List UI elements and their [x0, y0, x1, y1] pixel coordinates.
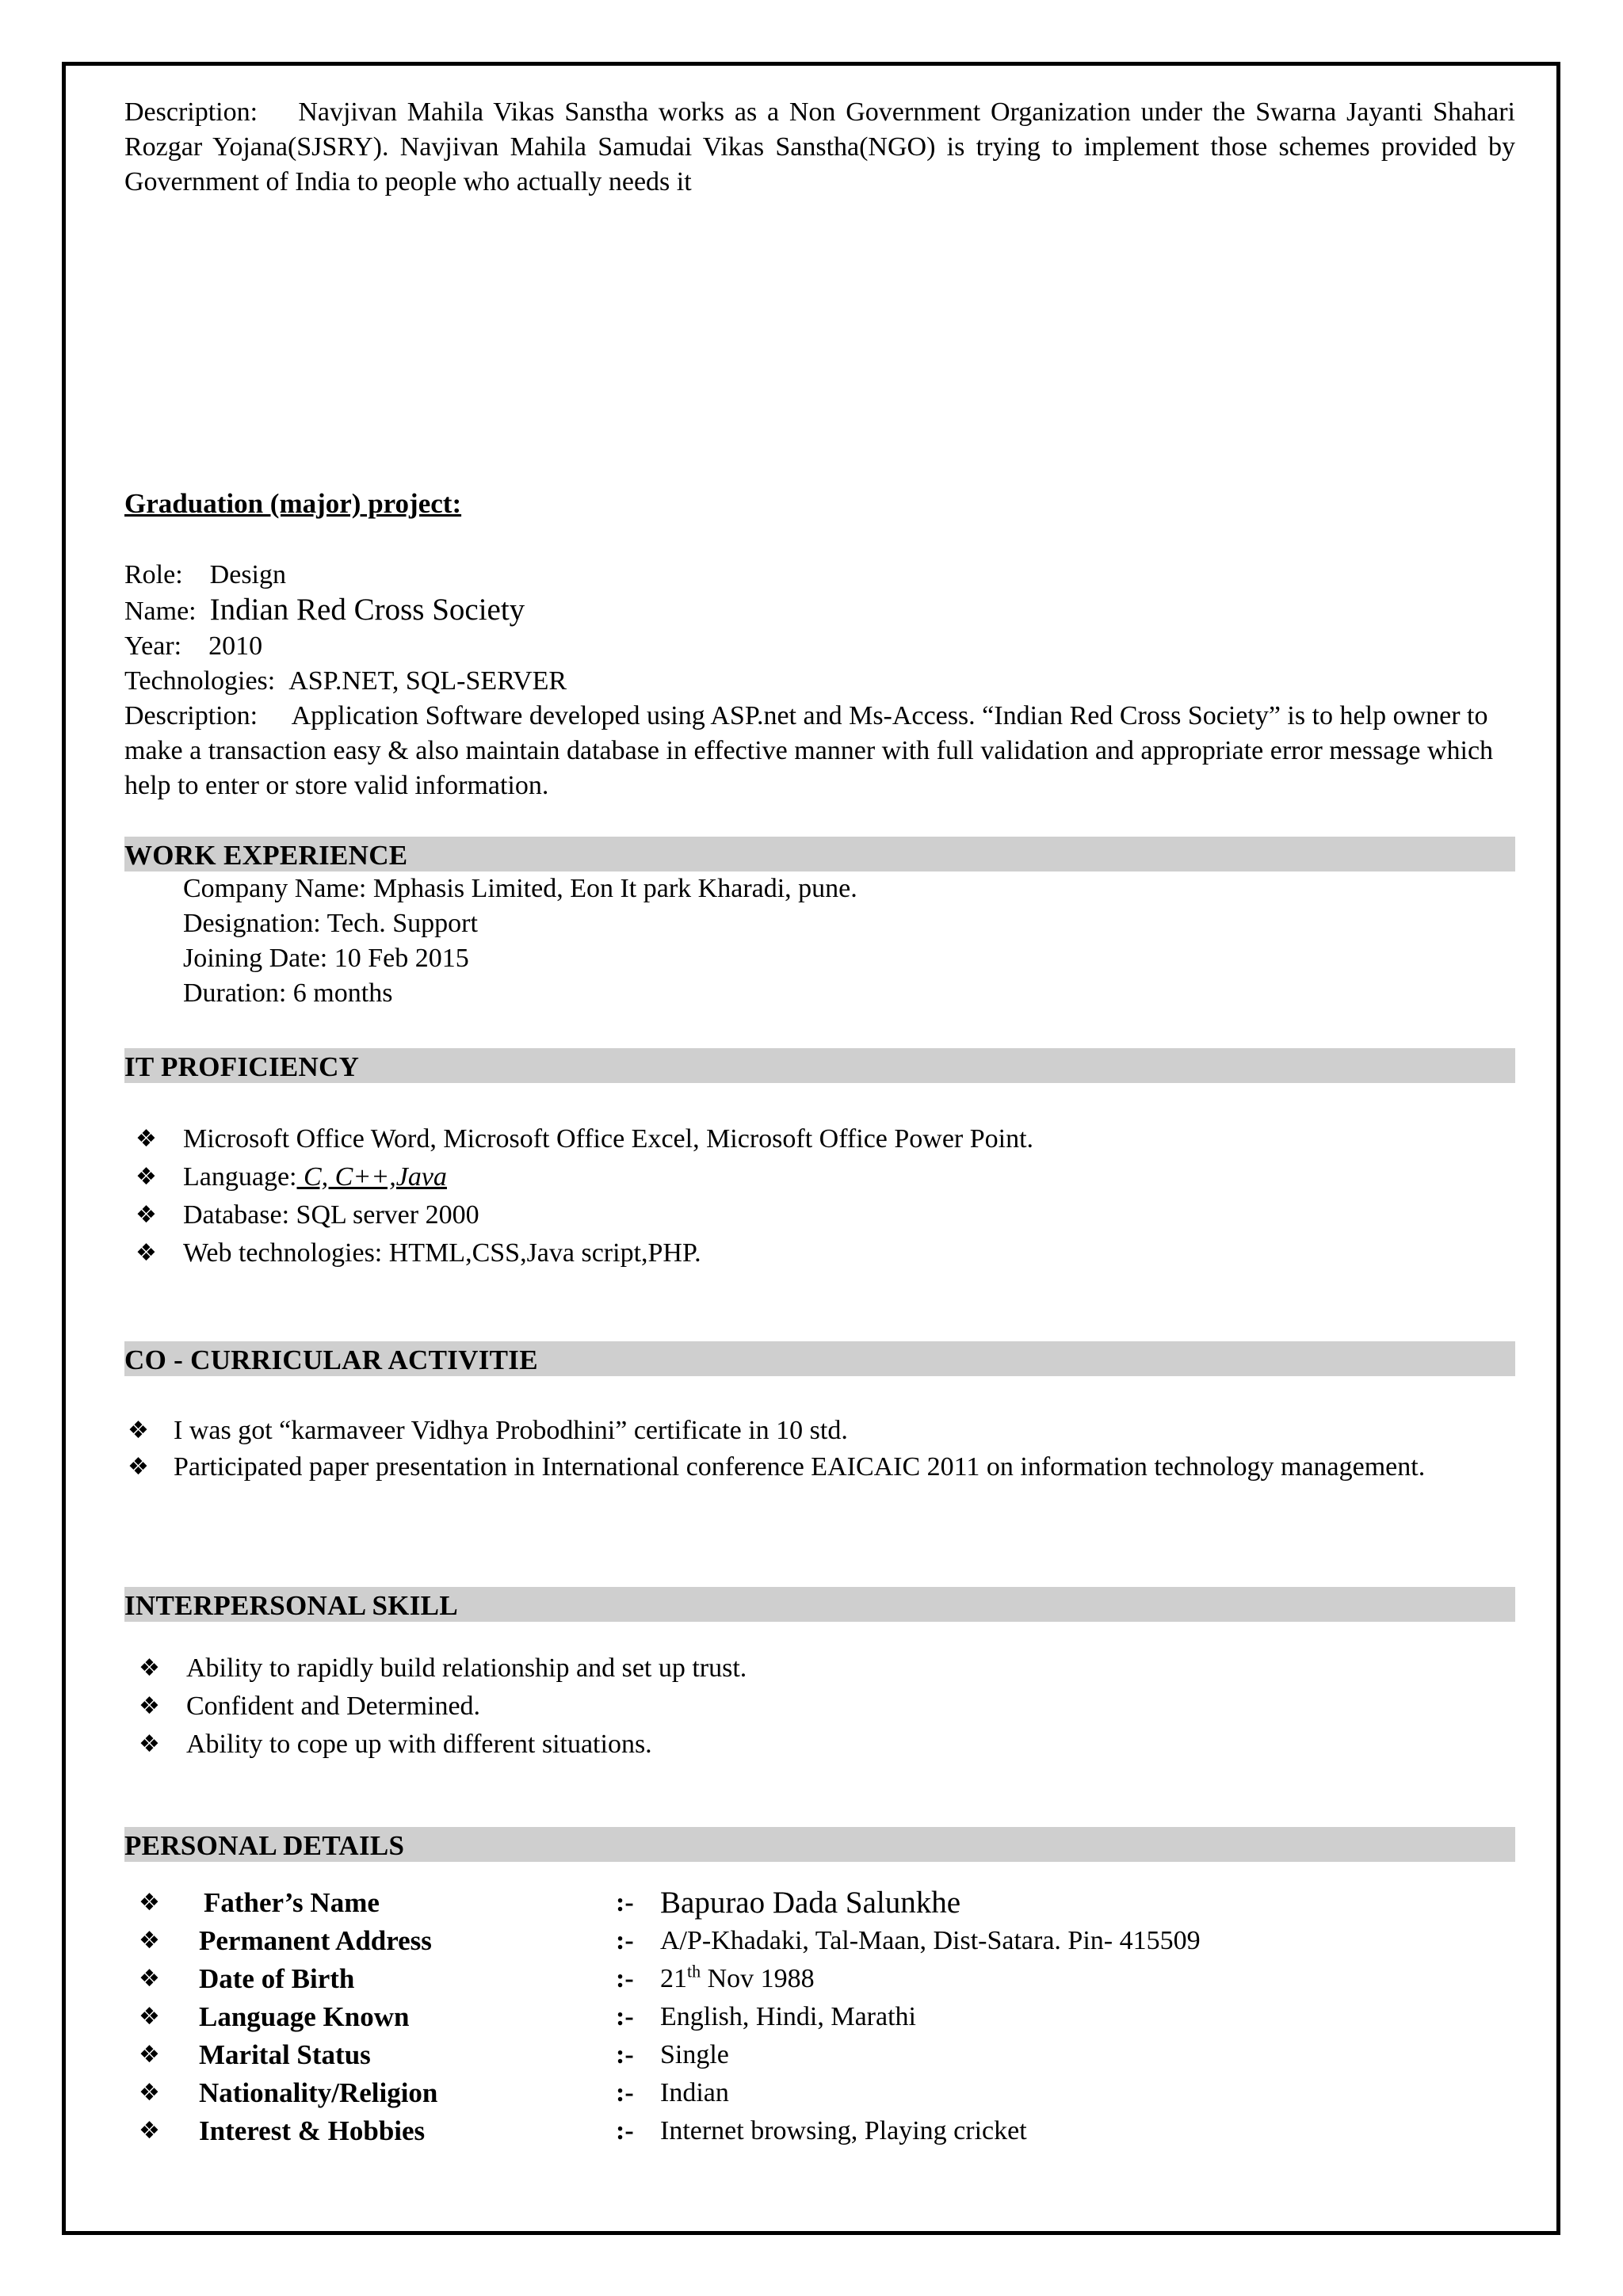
- tech-value: ASP.NET, SQL-SERVER: [288, 666, 567, 696]
- graduation-description: [124, 699, 1515, 803]
- address-value: A/P-Khadaki, Tal-Maan, Dist-Satara. Pin- 415509: [660, 1926, 1201, 1955]
- diamond-bullet-icon: ❖: [128, 1417, 149, 1444]
- separator: :-: [616, 2040, 634, 2069]
- diamond-bullet-icon: ❖: [139, 1730, 160, 1758]
- language-value: English, Hindi, Marathi: [660, 2002, 916, 2031]
- father-name-label: Father’s Name: [204, 1887, 380, 1918]
- diamond-bullet-icon: ❖: [139, 1692, 160, 1720]
- work-experience-heading: WORK EXPERIENCE: [124, 837, 1515, 871]
- desc-text: Application Software developed using ASP.net and Ms-Access. “Indian Red Cross Society” is to help owner to make a transaction easy & also maintain database in effective manner with full validation and appropriate error message which help to enter or store valid information.: [124, 701, 1494, 800]
- diamond-bullet-icon: ❖: [128, 1453, 149, 1481]
- interpersonal-list: [124, 1650, 1515, 1764]
- description-label: Description:: [124, 97, 258, 127]
- dob-day: 21: [660, 1964, 687, 1993]
- work-line-duration: Duration: 6 months: [183, 978, 393, 1008]
- dob-value: [660, 1960, 815, 1998]
- it-item-language-value: C, C++,Java: [296, 1162, 447, 1192]
- diamond-bullet-icon: ❖: [139, 1654, 160, 1682]
- role-label: Role:: [124, 560, 183, 589]
- work-experience-list: [124, 871, 1574, 1011]
- graduation-heading: Graduation (major) project:: [124, 488, 462, 519]
- diamond-bullet-icon: ❖: [139, 1889, 160, 1917]
- diamond-bullet-icon: ❖: [139, 1965, 160, 1993]
- list-item: [124, 1234, 1515, 1272]
- separator: :-: [616, 2078, 634, 2107]
- graduation-details: [124, 558, 1515, 803]
- diamond-bullet-icon: ❖: [136, 1125, 157, 1153]
- name-line: [124, 593, 1515, 629]
- activity-certificate: I was got “karmaveer Vidhya Probodhini” certificate in 10 std.: [174, 1416, 848, 1445]
- co-curricular-heading: CO - CURRICULAR ACTIVITIE: [124, 1341, 1515, 1376]
- table-row: [124, 1998, 1515, 2036]
- table-row: [124, 2036, 1515, 2074]
- list-item: [124, 1726, 1515, 1764]
- nationality-label: Nationality/Religion: [199, 2077, 438, 2108]
- dob-rest: Nov 1988: [701, 1964, 815, 1993]
- it-item-web: Web technologies: HTML,CSS,Java script,PHP.: [183, 1238, 701, 1268]
- separator: :-: [616, 1888, 634, 1917]
- nationality-value: Indian: [660, 2078, 729, 2107]
- it-item-office: Microsoft Office Word, Microsoft Office Excel, Microsoft Office Power Point.: [183, 1124, 1034, 1154]
- year-line: [124, 629, 1515, 664]
- list-item: [124, 1120, 1515, 1158]
- role-line: [124, 558, 1515, 593]
- year-value: 2010: [208, 631, 263, 661]
- table-row: [124, 1960, 1515, 1998]
- diamond-bullet-icon: ❖: [139, 2003, 160, 2031]
- it-proficiency-heading: IT PROFICIENCY: [124, 1048, 1515, 1083]
- work-line-joining: Joining Date: 10 Feb 2015: [183, 944, 469, 973]
- diamond-bullet-icon: ❖: [136, 1239, 157, 1267]
- diamond-bullet-icon: ❖: [136, 1163, 157, 1191]
- project-name: Indian Red Cross Society: [209, 593, 525, 627]
- list-item: [124, 1450, 1515, 1485]
- language-label: Language Known: [199, 2001, 410, 2032]
- skill-cope: Ability to cope up with different situations.: [186, 1730, 652, 1759]
- table-row: [124, 1922, 1515, 1960]
- table-row: [124, 2074, 1515, 2112]
- co-curricular-list: [124, 1412, 1515, 1485]
- work-line-company: Company Name: Mphasis Limited, Eon It park Kharadi, pune.: [183, 874, 857, 903]
- diamond-bullet-icon: ❖: [139, 2079, 160, 2107]
- year-label: Year:: [124, 631, 182, 661]
- list-item: [124, 1688, 1515, 1726]
- description-text: Navjivan Mahila Vikas Sanstha works as a Non Government Organization under the Swarna Jayanti Shahari Rozgar Yojana(SJSRY). Navjivan Mahila Samudai Vikas Sanstha(NGO) is trying to implement those schemes provided by Government of India to people who actually needs it: [124, 97, 1516, 196]
- list-item: [124, 1650, 1515, 1688]
- separator: :-: [616, 1926, 634, 1955]
- interpersonal-heading: INTERPERSONAL SKILL: [124, 1587, 1515, 1622]
- desc-label: Description:: [124, 701, 258, 730]
- diamond-bullet-icon: ❖: [139, 1927, 160, 1955]
- skill-confident: Confident and Determined.: [186, 1691, 481, 1721]
- table-row: [124, 1884, 1515, 1922]
- address-label: Permanent Address: [199, 1925, 432, 1956]
- marital-label: Marital Status: [199, 2039, 371, 2070]
- marital-value: Single: [660, 2040, 729, 2069]
- name-label: Name:: [124, 597, 197, 626]
- personal-details-table: [124, 1884, 1515, 2150]
- it-proficiency-list: [124, 1120, 1515, 1272]
- separator: :-: [616, 2116, 634, 2145]
- dob-label: Date of Birth: [199, 1963, 355, 1994]
- diamond-bullet-icon: ❖: [136, 1201, 157, 1229]
- role-value: Design: [209, 560, 286, 589]
- hobbies-label: Interest & Hobbies: [199, 2115, 426, 2146]
- tech-label: Technologies:: [124, 666, 276, 696]
- dob-suffix: th: [687, 1961, 701, 1981]
- separator: :-: [616, 2002, 634, 2031]
- graduation-project-section: [124, 486, 1515, 521]
- personal-details-heading: PERSONAL DETAILS: [124, 1827, 1515, 1862]
- work-line-designation: Designation: Tech. Support: [183, 909, 478, 938]
- project-description: [124, 95, 1515, 200]
- skill-relationship: Ability to rapidly build relationship and set up trust.: [186, 1653, 747, 1683]
- diamond-bullet-icon: ❖: [139, 2041, 160, 2069]
- list-item: [124, 1412, 1515, 1450]
- list-item: [124, 1196, 1515, 1234]
- father-name-value: Bapurao Dada Salunkhe: [660, 1886, 961, 1920]
- list-item: [124, 1158, 1515, 1196]
- tech-line: [124, 664, 1515, 699]
- hobbies-value: Internet browsing, Playing cricket: [660, 2116, 1027, 2145]
- it-item-database: Database: SQL server 2000: [183, 1200, 479, 1230]
- activity-paper: Participated paper presentation in International conference EAICAIC 2011 on information technology management.: [174, 1452, 1426, 1482]
- diamond-bullet-icon: ❖: [139, 2117, 160, 2145]
- it-item-language-label: Language:: [183, 1162, 297, 1192]
- table-row: [124, 2112, 1515, 2150]
- separator: :-: [616, 1964, 634, 1993]
